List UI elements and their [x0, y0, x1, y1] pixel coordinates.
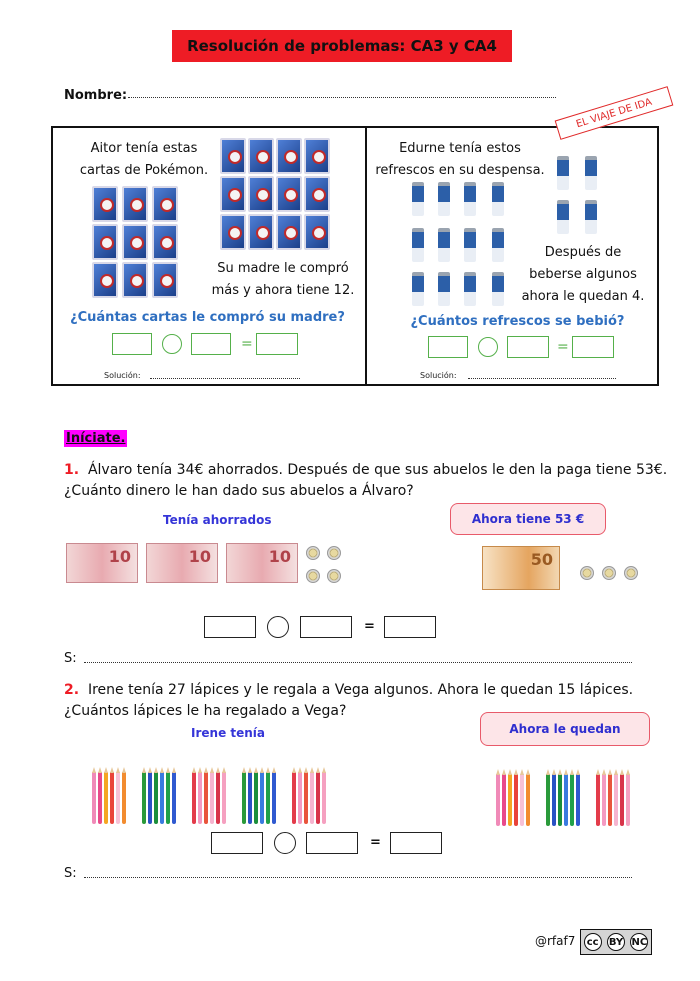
pencil — [166, 772, 170, 824]
bill-value-3: 10 — [268, 547, 291, 566]
pencil — [254, 772, 258, 824]
pencil — [626, 774, 630, 826]
problem-1-solution-field[interactable] — [84, 662, 632, 663]
right-line4: beberse algunos — [529, 267, 637, 282]
cans-initial — [412, 182, 512, 308]
pencil — [148, 772, 152, 824]
problem-1-answer-box-3[interactable] — [384, 616, 436, 638]
pencil — [104, 772, 108, 824]
problem-1-label-right: Ahora tiene 53 € — [450, 503, 606, 535]
pencil — [576, 774, 580, 826]
left-answer-box-2[interactable] — [191, 333, 231, 355]
pencil — [216, 772, 220, 824]
problem-1-equals-sign: = — [364, 619, 375, 634]
left-line1: Aitor tenía estas — [90, 141, 198, 156]
problem-2-line2: ¿Cuántos lápices le ha regalado a Vega? — [64, 703, 347, 719]
right-line5: ahora le quedan 4. — [521, 289, 645, 304]
pencil — [116, 772, 120, 824]
pencil — [154, 772, 158, 824]
pencil — [210, 772, 214, 824]
pencil — [508, 774, 512, 826]
left-operator-circle[interactable] — [162, 334, 182, 354]
pencil — [160, 772, 164, 824]
cc-nc-icon: NC — [630, 933, 648, 951]
problem-2-number: 2. — [64, 682, 80, 698]
left-problem-text-b — [208, 258, 358, 302]
problem-2-line1: Irene tenía 27 lápices y le regala a Vega algunos. Ahora le quedan 15 lápices. — [87, 682, 634, 698]
problem-2-operator-circle[interactable] — [274, 832, 296, 854]
coin — [602, 566, 616, 580]
pencil — [322, 772, 326, 824]
left-question: ¿Cuántas cartas le compró su madre? — [70, 310, 345, 325]
pencil — [98, 772, 102, 824]
left-answer-box-3[interactable] — [256, 333, 298, 355]
coin — [327, 546, 341, 560]
pencil — [546, 774, 550, 826]
pencil — [266, 772, 270, 824]
fifty-euro-bill — [482, 546, 560, 590]
pencil — [260, 772, 264, 824]
iniciate-heading: Iníciate. — [66, 431, 126, 446]
coin — [306, 546, 320, 560]
stamp: EL VIAJE DE IDA — [555, 86, 674, 140]
problem-2-label-right: Ahora le quedan — [480, 712, 650, 746]
box-divider — [365, 128, 367, 384]
coin — [580, 566, 594, 580]
left-solution-label: Solución: — [104, 371, 141, 380]
problem-1-text — [64, 460, 684, 502]
ten-euro-bill-1 — [66, 543, 138, 583]
problem-2-label-left: Irene tenía — [191, 726, 266, 740]
pencil — [272, 772, 276, 824]
ten-euro-bill-2 — [146, 543, 218, 583]
right-operator-circle[interactable] — [478, 337, 498, 357]
pencil — [564, 774, 568, 826]
right-problem-text-b — [520, 242, 646, 308]
pencil — [122, 772, 126, 824]
ten-euro-bill-3 — [226, 543, 298, 583]
author-credit: @rfaf7 — [535, 934, 576, 948]
pencil — [248, 772, 252, 824]
pencil — [204, 772, 208, 824]
cc-icon: cc — [584, 933, 602, 951]
right-line3: Después de — [544, 245, 622, 260]
left-line2: cartas de Pokémon. — [79, 163, 209, 178]
pencil — [602, 774, 606, 826]
pencil — [520, 774, 524, 826]
pencils-initial — [92, 768, 372, 824]
left-problem-text-a — [74, 138, 214, 182]
problem-1-line2: ¿Cuánto dinero le han dado sus abuelos a Álvaro? — [64, 483, 414, 499]
pencil — [608, 774, 612, 826]
name-field[interactable] — [128, 97, 556, 98]
pencil — [292, 772, 296, 824]
pencil — [142, 772, 146, 824]
pokemon-cards-4x3 — [220, 138, 332, 252]
cc-license-badge — [580, 929, 652, 955]
pokemon-cards-3x3 — [92, 186, 182, 300]
problem-2-solution-label: S: — [64, 866, 77, 881]
pencil — [620, 774, 624, 826]
pencil — [596, 774, 600, 826]
pencil — [298, 772, 302, 824]
problem-1-label-left: Tenía ahorrados — [163, 513, 272, 527]
right-answer-box-2[interactable] — [507, 336, 549, 358]
right-solution-field[interactable] — [468, 378, 616, 379]
problem-2-answer-box-2[interactable] — [306, 832, 358, 854]
pencil — [110, 772, 114, 824]
pencil — [222, 772, 226, 824]
name-label: Nombre: — [64, 88, 128, 103]
pencils-remaining — [496, 770, 646, 824]
problem-1-answer-box-2[interactable] — [300, 616, 352, 638]
pencil — [198, 772, 202, 824]
right-problem-text-a — [372, 138, 548, 182]
pencil — [614, 774, 618, 826]
right-solution-label: Solución: — [420, 371, 457, 380]
right-equals-sign: = — [557, 339, 569, 355]
pencil — [526, 774, 530, 826]
pencil — [92, 772, 96, 824]
problem-2-answer-box-3[interactable] — [390, 832, 442, 854]
right-line1: Edurne tenía estos — [399, 141, 521, 156]
coin — [306, 569, 320, 583]
problem-1-number: 1. — [64, 462, 80, 478]
bill-value-2: 10 — [188, 547, 211, 566]
pencil — [304, 772, 308, 824]
bill-value-1: 10 — [108, 547, 131, 566]
cc-by-icon: BY — [607, 933, 625, 951]
right-line2: refrescos en su despensa. — [375, 163, 545, 178]
cans-remaining — [557, 156, 601, 236]
pencil — [496, 774, 500, 826]
pencil — [310, 772, 314, 824]
pencil — [570, 774, 574, 826]
pencil — [514, 774, 518, 826]
right-answer-box-1[interactable] — [428, 336, 468, 358]
pencil — [502, 774, 506, 826]
page-title: Resolución de problemas: CA3 y CA4 — [172, 30, 512, 62]
left-answer-box-1[interactable] — [112, 333, 152, 355]
problem-2-answer-box-1[interactable] — [211, 832, 263, 854]
pencil — [172, 772, 176, 824]
coin — [624, 566, 638, 580]
pencil — [242, 772, 246, 824]
pencil — [552, 774, 556, 826]
left-equals-sign: = — [241, 336, 253, 352]
problem-2-solution-field[interactable] — [84, 877, 632, 878]
problem-1-line1: Álvaro tenía 34€ ahorrados. Después de que sus abuelos le den la paga tiene 53€. — [87, 462, 668, 478]
coin — [327, 569, 341, 583]
left-line4: más y ahora tiene 12. — [211, 283, 355, 298]
problem-1-solution-label: S: — [64, 651, 77, 666]
pencil — [316, 772, 320, 824]
right-answer-box-3[interactable] — [572, 336, 614, 358]
left-line3: Su madre le compró — [217, 261, 349, 276]
left-solution-field[interactable] — [150, 378, 300, 379]
problem-1-answer-box-1[interactable] — [204, 616, 256, 638]
pencil — [558, 774, 562, 826]
problem-1-operator-circle[interactable] — [267, 616, 289, 638]
bill50-value: 50 — [530, 550, 553, 569]
pencil — [192, 772, 196, 824]
problem-2-equals-sign: = — [370, 835, 381, 850]
right-question: ¿Cuántos refrescos se bebió? — [410, 314, 625, 329]
